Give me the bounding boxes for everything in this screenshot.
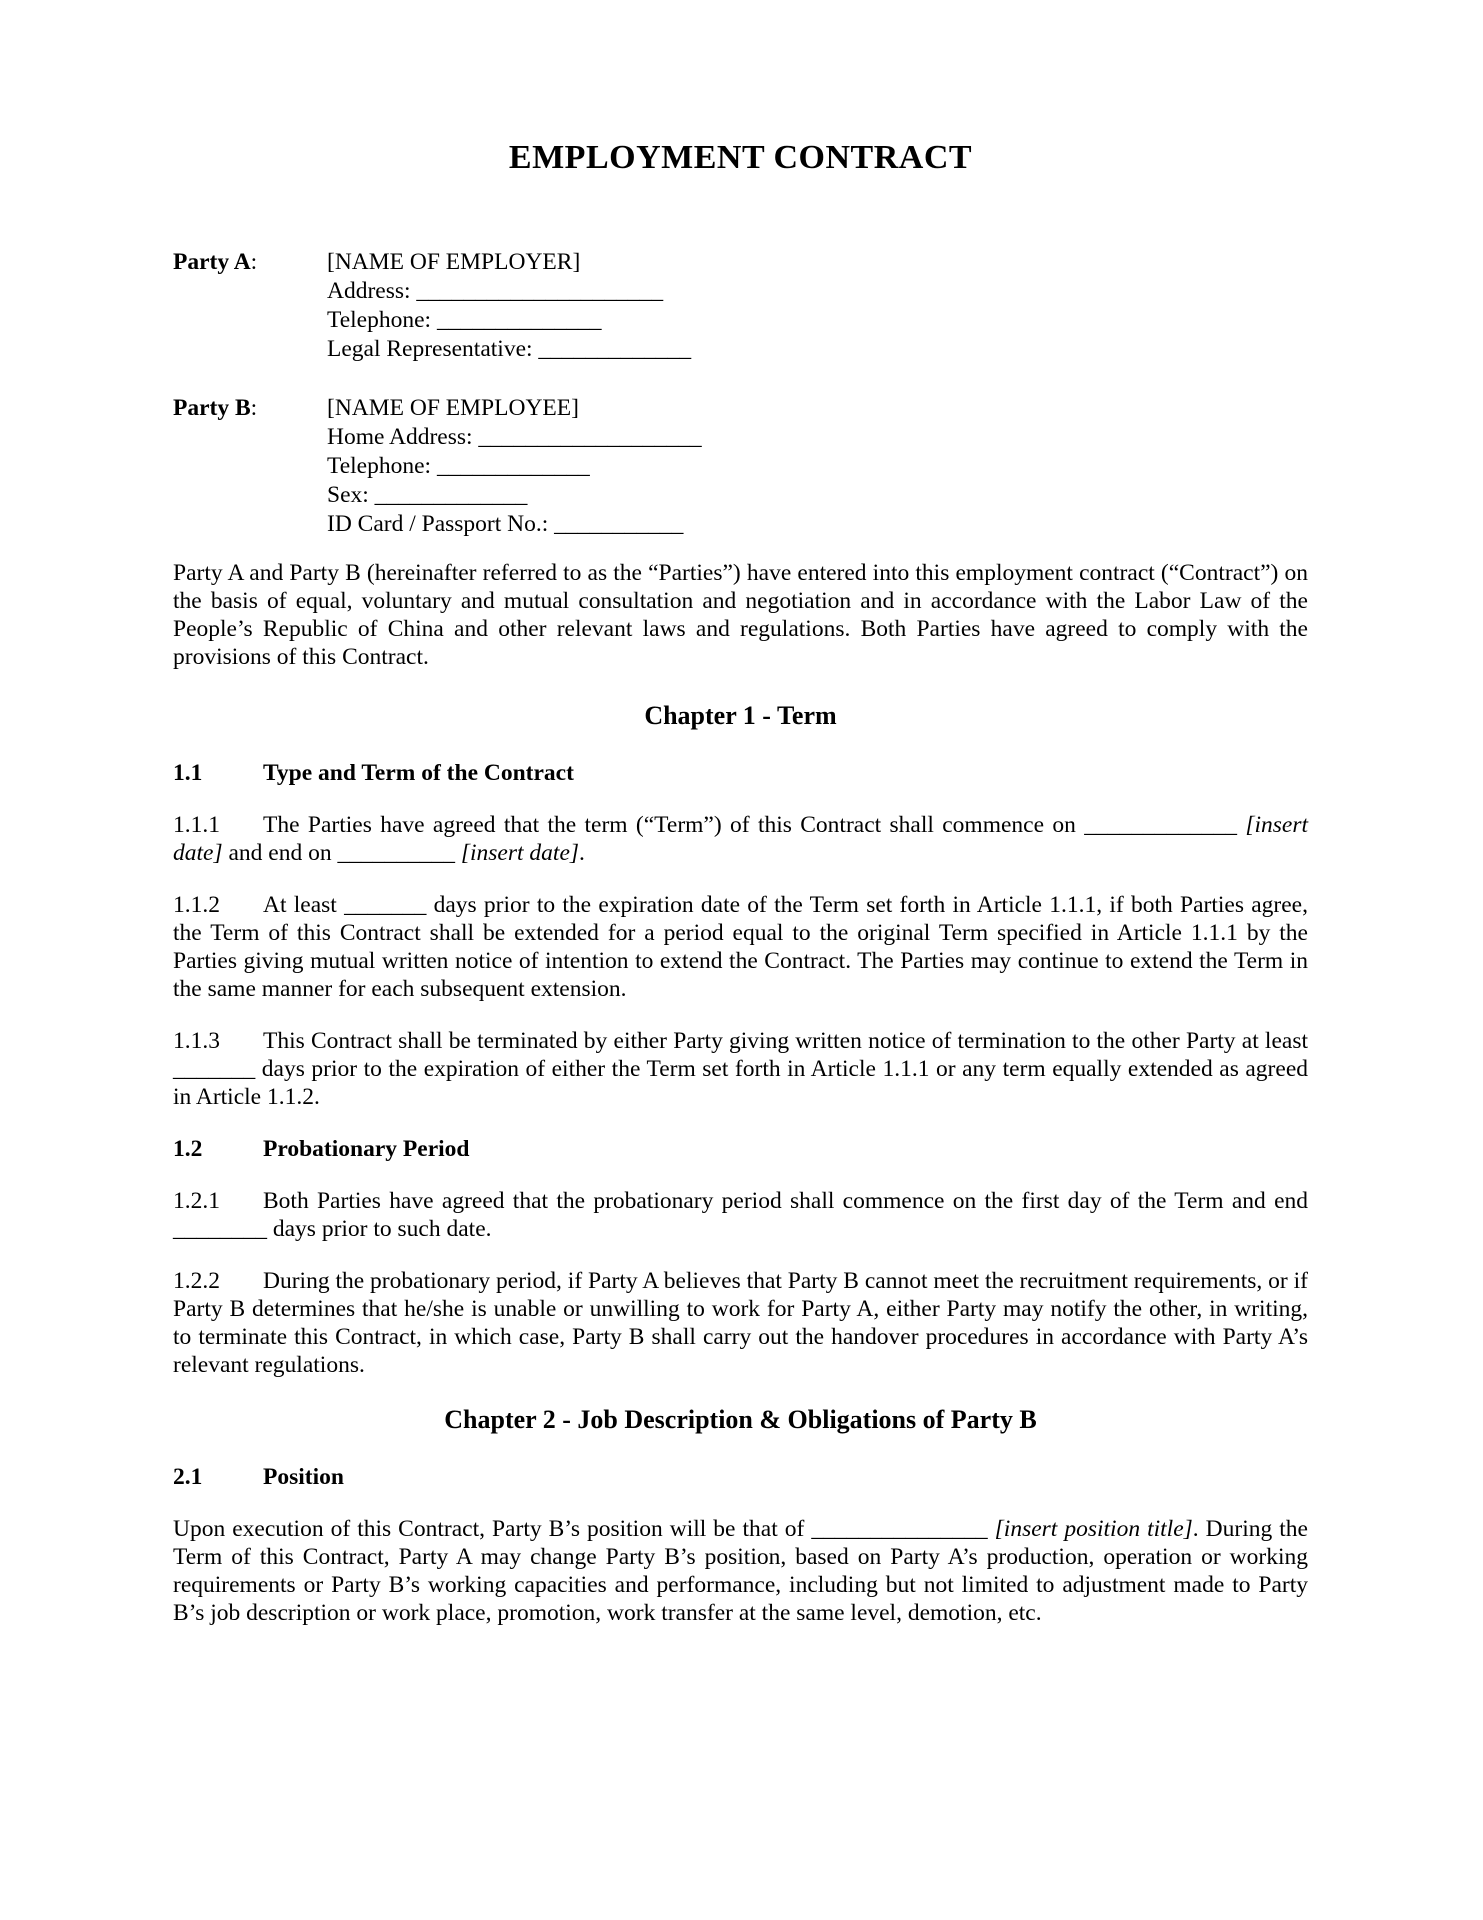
insert-date-placeholder: [insert date] — [460, 840, 580, 866]
clause-text: During the probationary period, if Party A believes that Party B cannot meet the recruitment requirements, or if Party B determines that he/she is unable or unwilling to work for Party A, either Party may notify the other, in writing, to terminate this Contract, in which case, Party B shall carry out the handover procedures in accordance with Party A’s relevant regulations. — [173, 1268, 1308, 1378]
paragraph-text: Upon execution of this Contract, Party B’s position will be that of _______________ — [173, 1516, 995, 1542]
clause-text: The Parties have agreed that the term (“Term”) of this Contract shall commence on _____________ — [263, 812, 1246, 838]
party-b-section — [173, 394, 1308, 539]
party-b-details — [327, 394, 1308, 539]
intro-paragraph: Party A and Party B (hereinafter referred to as the “Parties”) have entered into this employment contract (“Contract”) on the basis of equal, voluntary and mutual consultation and negotiation and in accordance with the Labor Law of the People’s Republic of China and other relevant laws and regulations. Both Parties have agreed to comply with the provisions of this Contract. — [173, 560, 1308, 670]
section-1-2-heading — [173, 1135, 1308, 1163]
insert-date-placeholder: [insert date] — [173, 812, 1308, 866]
clause-1-2-1 — [173, 1187, 1308, 1243]
document-title: EMPLOYMENT CONTRACT — [508, 139, 973, 176]
party-b-id-passport-line: ID Card / Passport No.: ___________ — [327, 511, 684, 537]
clause-1-2-2 — [173, 1267, 1308, 1379]
section-number: 1.1 — [173, 760, 203, 786]
clause-1-1-1 — [173, 811, 1308, 867]
clause-1-1-3 — [173, 1027, 1308, 1111]
clause-text: This Contract shall be terminated by either Party giving written notice of termination to the other Party at least _______ days prior to the expiration of either the Term set forth in Article 1.1.1 or any term equally extended as agreed in Article 1.1.2. — [173, 1028, 1308, 1110]
party-b-sex-line: Sex: _____________ — [327, 482, 528, 508]
clause-number: 1.2.2 — [173, 1268, 220, 1294]
clause-number: 1.1.2 — [173, 892, 220, 918]
chapter-2-heading: Chapter 2 - Job Description & Obligations of Party B — [444, 1405, 1037, 1434]
clause-number: 1.1.3 — [173, 1028, 220, 1054]
party-b-name: [NAME OF EMPLOYEE] — [327, 395, 579, 421]
party-a-section — [173, 248, 1308, 364]
party-b-home-address-line: Home Address: ___________________ — [327, 424, 702, 450]
section-2-1-heading — [173, 1463, 1308, 1491]
clause-text: . — [579, 840, 585, 866]
party-a-address-line: Address: _____________________ — [327, 278, 664, 304]
insert-position-title-placeholder: [insert position title] — [994, 1516, 1193, 1542]
clause-text: At least _______ days prior to the expiration date of the Term set forth in Article 1.1.1, if both Parties agree, the Term of this Contract shall be extended for a period equal to the original Term specified in Article 1.1.1 by the Parties giving mutual written notice of intention to extend the Contract. The Parties may continue to extend the Term in the same manner for each subsequent extension. — [173, 892, 1308, 1002]
section-title: Type and Term of the Contract — [263, 760, 574, 786]
section-title: Position — [263, 1464, 344, 1490]
party-a-label: Party A: — [173, 249, 258, 275]
party-a-legal-representative-line: Legal Representative: _____________ — [327, 336, 692, 362]
party-a-telephone-line: Telephone: ______________ — [327, 307, 602, 333]
section-number: 1.2 — [173, 1136, 203, 1162]
paragraph-text: . During the Term of this Contract, Party A may change Party B’s position, based on Party A’s production, operation or working requirements or Party B’s working capacities and performance, including but not limited to adjustment made to Party B’s job description or work place, promotion, work transfer at the same level, demotion, etc. — [173, 1516, 1308, 1626]
chapter-1-heading: Chapter 1 - Term — [644, 701, 837, 730]
clause-text: and end on __________ — [222, 840, 461, 866]
section-number: 2.1 — [173, 1464, 203, 1490]
clause-number: 1.2.1 — [173, 1188, 220, 1214]
clause-number: 1.1.1 — [173, 812, 220, 838]
party-a-details — [327, 248, 1308, 364]
party-a-name: [NAME OF EMPLOYER] — [327, 249, 581, 275]
clause-1-1-2 — [173, 891, 1308, 1003]
party-b-label: Party B: — [173, 395, 258, 421]
section-title: Probationary Period — [263, 1136, 470, 1162]
position-paragraph — [173, 1515, 1308, 1627]
party-b-telephone-line: Telephone: _____________ — [327, 453, 590, 479]
clause-text: Both Parties have agreed that the probationary period shall commence on the first day of the Term and end ________ days prior to such date. — [173, 1188, 1308, 1242]
section-1-1-heading — [173, 759, 1308, 787]
